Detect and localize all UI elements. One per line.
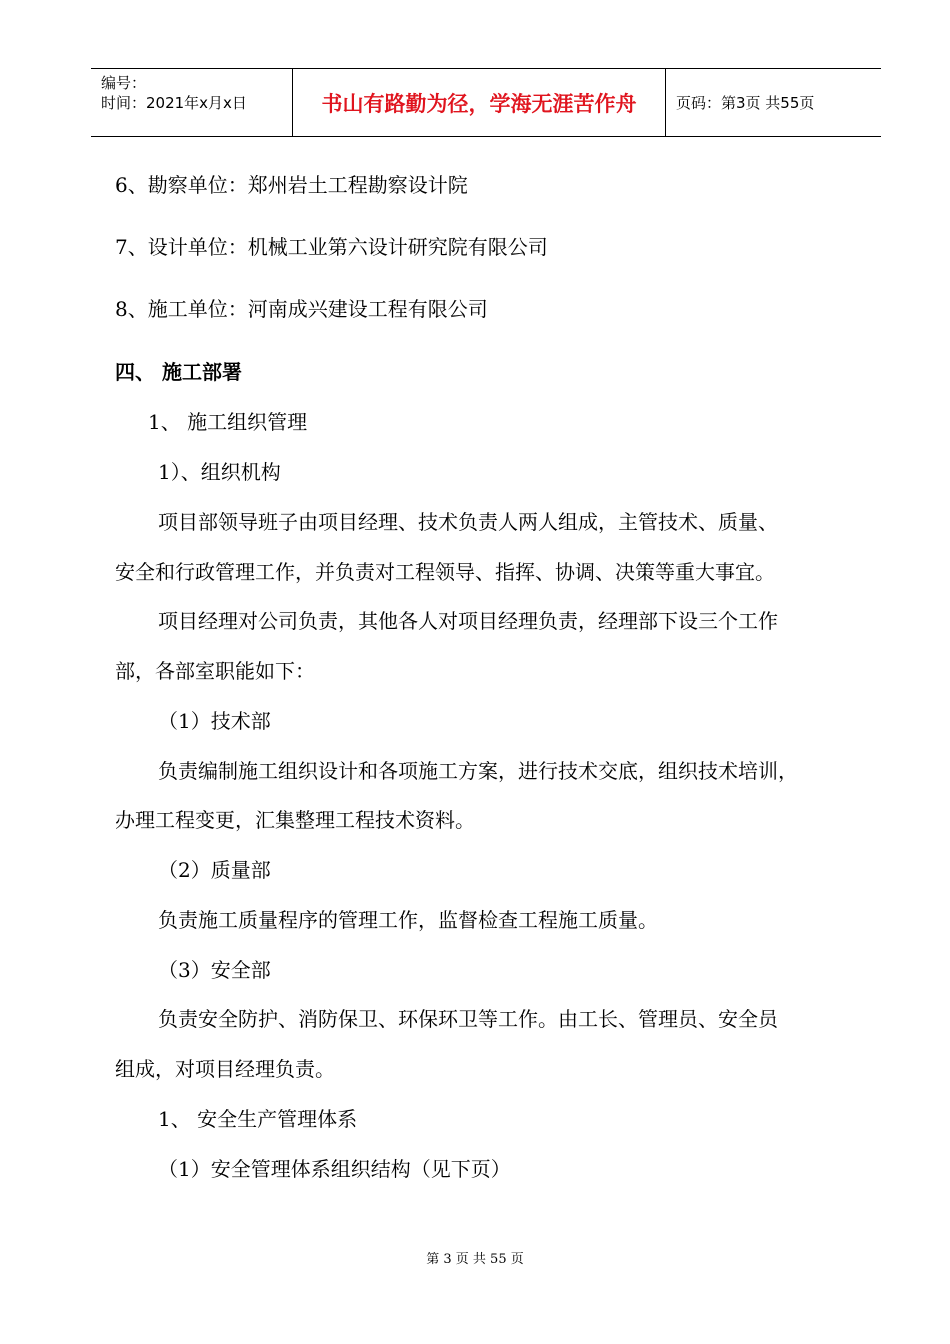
header-meta xyxy=(91,69,293,136)
paragraph-manager-2: 部，各部室职能如下： xyxy=(115,659,315,683)
dept-safety-desc-1: 负责安全防护、消防保卫、环保环卫等工作。由工长、管理员、安全员 xyxy=(158,1007,778,1031)
doc-number-label: 编号： xyxy=(101,74,147,92)
dept-quality-desc: 负责施工质量程序的管理工作，监督检查工程施工质量。 xyxy=(158,908,658,932)
design-unit-line: 7、设计单位：机械工业第六设计研究院有限公司 xyxy=(115,235,548,259)
subsection-safety-system: 1、 安全生产管理体系 xyxy=(158,1107,358,1131)
paragraph-leadership-1: 项目部领导班子由项目经理、技术负责人两人组成，主管技术、质量、 xyxy=(158,510,778,534)
dept-safety-heading: （3）安全部 xyxy=(158,958,271,982)
paragraph-manager-1: 项目经理对公司负责，其他各人对项目经理负责，经理部下设三个工作 xyxy=(158,609,778,633)
paragraph-leadership-2: 安全和行政管理工作，并负责对工程领导、指挥、协调、决策等重大事宜。 xyxy=(115,560,775,584)
dept-tech-heading: （1）技术部 xyxy=(158,709,271,733)
survey-unit-line: 6、勘察单位：郑州岩土工程勘察设计院 xyxy=(115,173,468,197)
header-motto: 书山有路勤为径，学海无涯苦作舟 xyxy=(293,69,666,136)
subsection-safety-structure: （1）安全管理体系组织结构（见下页） xyxy=(158,1157,511,1181)
dept-tech-desc-2: 办理工程变更，汇集整理工程技术资料。 xyxy=(115,808,475,832)
subsection-org-management: 1、 施工组织管理 xyxy=(148,410,308,434)
construction-unit-line: 8、施工单位：河南成兴建设工程有限公司 xyxy=(115,297,488,321)
section-heading-deployment: 四、 施工部署 xyxy=(115,360,242,384)
dept-safety-desc-2: 组成，对项目经理负责。 xyxy=(115,1057,335,1081)
page-header xyxy=(91,68,881,137)
dept-quality-heading: （2）质量部 xyxy=(158,858,271,882)
header-page-label: 页码：第3页 共55页 xyxy=(676,94,815,112)
subsection-org-structure: 1）、组织机构 xyxy=(158,460,281,484)
doc-time-label: 时间：2021年x月x日 xyxy=(101,94,247,112)
dept-tech-desc-1: 负责编制施工组织设计和各项施工方案，进行技术交底，组织技术培训， xyxy=(158,759,798,783)
page-footer: 第 3 页 共 55 页 xyxy=(426,1252,524,1267)
